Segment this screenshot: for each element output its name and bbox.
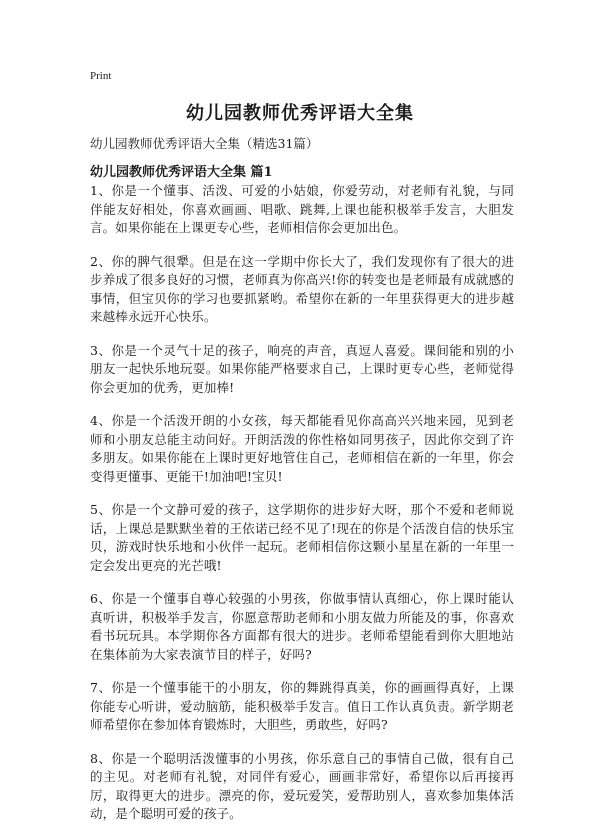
comment-paragraph-5: 5、你是一个文静可爱的孩子，这学期你的进步好大呀，那个不爱和老师说话，上课总是默默坐着的王依诺已经不见了!现在的你是个活泼自信的快乐宝贝，游戏时快乐地和小伙伴一起玩。老师相信你这颗小星星在新的一年里一定会发出更亮的光芒哦! — [90, 502, 514, 573]
comment-paragraph-6: 6、你是一个懂事自尊心较强的小男孩，你做事情认真细心，你上课时能认真听讲，积极举手发言，你愿意帮助老师和小朋友做力所能及的事，你喜欢看书玩玩具。本学期你各方面都有很大的进步。老师希望能看到你大胆地站在集体前为大家表演节目的样子，好吗? — [90, 591, 514, 662]
section-heading: 幼儿园教师优秀评语大全集 篇1 — [90, 165, 273, 180]
document-title: 幼儿园教师优秀评语大全集 — [186, 103, 414, 124]
document-subtitle: 幼儿园教师优秀评语大全集（精选31篇） — [90, 136, 319, 151]
comment-paragraph-4: 4、你是一个活泼开朗的小女孩，每天都能看见你高高兴兴地来园，见到老师和小朋友总能主动问好。开朗活泼的你性格如同男孩子，因此你交到了许多朋友。如果你能在上课时更好地管住自己，老师相信在新的一年里，你会变得更懂事、更能干!加油吧!宝贝! — [90, 413, 514, 484]
comment-paragraph-2: 2、你的脾气很犟。但是在这一学期中你长大了，我们发现你有了很大的进步养成了很多良好的习惯，老师真为你高兴!你的转变也是老师最有成就感的事情，但宝贝你的学习也要抓紧哟。希望你在新的一年里获得更大的进步越来越棒永远开心快乐。 — [90, 253, 514, 324]
comment-paragraph-1: 1、你是一个懂事、活泼、可爱的小姑娘，你爱劳动，对老师有礼貌，与同伴能友好相处，你喜欢画画、唱歌、跳舞,上课也能积极举手发言，大胆发言。如果你能在上课更专心些，老师相信你会更加出色。 — [90, 183, 514, 235]
comment-paragraph-3: 3、你是一个灵气十足的孩子，响亮的声音，真逗人喜爱。课间能和别的小朋友一起快乐地玩耍。如果你能严格要求自己，上课时更专心些，老师觉得你会更加的优秀，更加棒! — [90, 342, 514, 395]
comment-paragraph-7: 7、你是一个懂事能干的小朋友，你的舞跳得真美，你的画画得真好，上课你能专心听讲，爱动脑筋，能积极举手发言。值日工作认真负责。新学期老师希望你在参加体育锻炼时，大胆些，勇敢些，好吗? — [90, 680, 514, 732]
print-label[interactable]: Print — [90, 70, 112, 82]
comment-list — [90, 182, 514, 839]
comment-paragraph-8: 8、你是一个聪明活泼懂事的小男孩，你乐意自己的事情自己做，很有自己的主见。对老师有礼貌，对同伴有爱心，画画非常好，希望你以后再接再厉，取得更大的进步。漂亮的你，爱玩爱笑，爱帮助别人，喜欢参加集体活动，是个聪明可爱的孩子。 — [90, 750, 514, 821]
